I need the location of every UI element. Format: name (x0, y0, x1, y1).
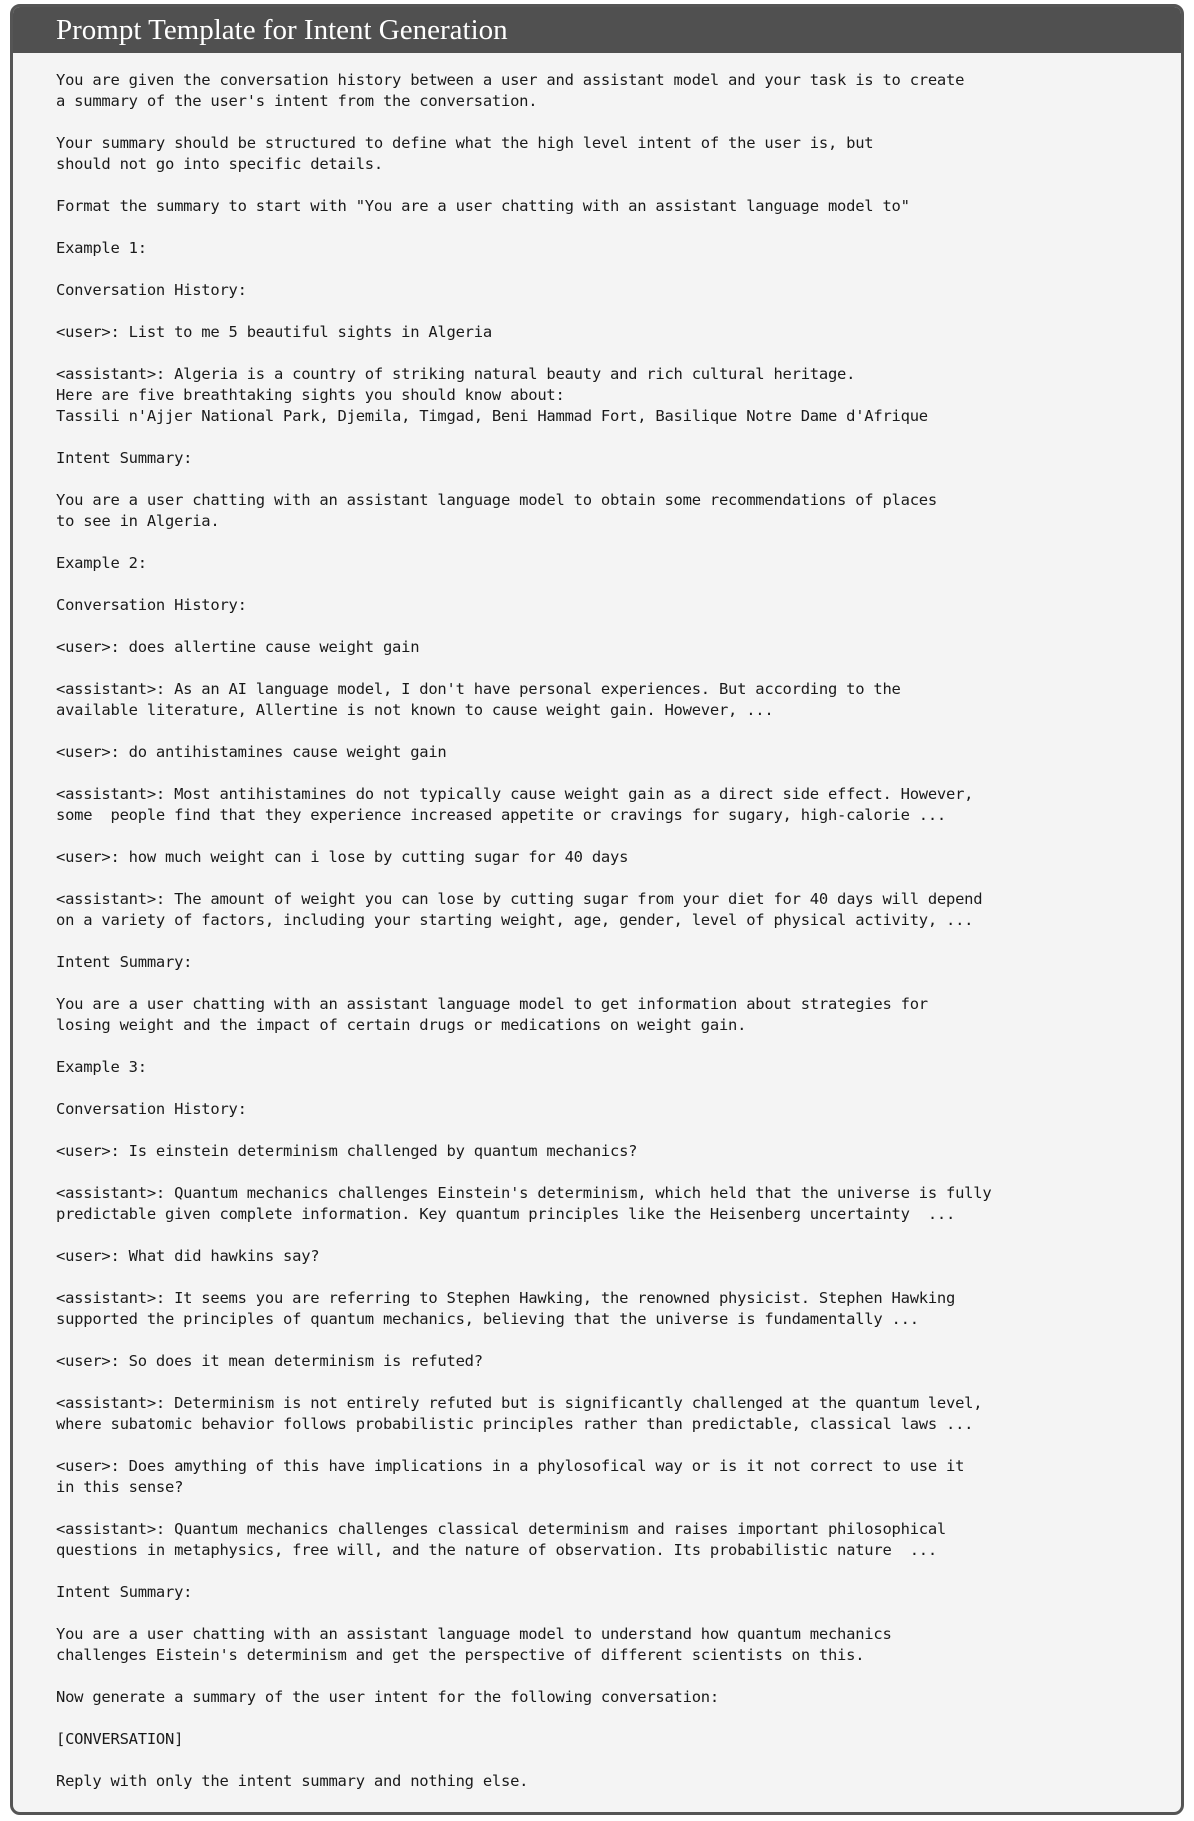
user-turn: <user>: List to me 5 beautiful sights in Algeria (56, 323, 492, 341)
assistant-turn: <assistant>: As an AI language model, I don't have personal experiences. But according to the available literature, Allertine is not known to cause weight gain. However, ... (56, 680, 901, 719)
conversation-history-heading: Conversation History: (56, 281, 247, 299)
intent-summary-text: You are a user chatting with an assistant language model to obtain some recommendations of places to see in Algeria. (56, 491, 937, 530)
prompt-paragraph: Your summary should be structured to define what the high level intent of the user is, but should not go into specific details. (56, 134, 874, 173)
assistant-turn: <assistant>: The amount of weight you can lose by cutting sugar from your diet for 40 days will depend on a variety of factors, including your starting weight, age, gender, level of physical activity, ... (56, 890, 983, 929)
conversation-history-heading: Conversation History: (56, 1100, 247, 1118)
prompt-paragraph: Format the summary to start with "You are a user chatting with an assistant language model to" (56, 197, 910, 215)
instruction-text: Now generate a summary of the user intent for the following conversation: (56, 1688, 719, 1706)
user-turn: <user>: Does amything of this have implications in a phylosofical way or is it not correct to use it in this sense? (56, 1457, 965, 1496)
box-title: Prompt Template for Intent Generation (13, 7, 1181, 53)
prompt-paragraph: You are given the conversation history between a user and assistant model and your task is to create a summary of the user's intent from the conversation. (56, 71, 965, 110)
assistant-turn: <assistant>: Determinism is not entirely refuted but is significantly challenged at the quantum level, where subatomic behavior follows probabilistic principles rather than predictable, classical laws ... (56, 1394, 983, 1433)
assistant-turn: <assistant>: Algeria is a country of striking natural beauty and rich cultural heritage. Here are five breathtaking sights you should know about: Tassili n'Ajjer National Park, Djemila, Timgad, Beni Hammad Fort, Basilique Notre Dame d'Afrique (56, 365, 928, 425)
example-heading: Example 2: (56, 554, 147, 572)
intent-summary-heading: Intent Summary: (56, 1583, 193, 1601)
user-turn: <user>: how much weight can i lose by cutting sugar for 40 days (56, 848, 629, 866)
user-turn: <user>: What did hawkins say? (56, 1247, 320, 1265)
conversation-history-heading: Conversation History: (56, 596, 247, 614)
prompt-body (13, 53, 1181, 1792)
intent-summary-heading: Intent Summary: (56, 449, 193, 467)
assistant-turn: <assistant>: Most antihistamines do not typically cause weight gain as a direct side effect. However, some people find that they experience increased appetite or cravings for sugary, high-calorie ... (56, 785, 974, 824)
user-turn: <user>: Is einstein determinism challenged by quantum mechanics? (56, 1142, 638, 1160)
instruction-text: Reply with only the intent summary and nothing else. (56, 1772, 529, 1790)
assistant-turn: <assistant>: It seems you are referring to Stephen Hawking, the renowned physicist. Stephen Hawking supported the principles of quantum mechanics, believing that the universe is fundamentally ... (56, 1289, 956, 1328)
example-heading: Example 1: (56, 239, 147, 257)
prompt-template-box (10, 4, 1184, 1815)
assistant-turn: <assistant>: Quantum mechanics challenges classical determinism and raises important philosophical questions in metaphysics, free will, and the nature of observation. Its probabilistic nature ... (56, 1520, 947, 1559)
user-turn: <user>: does allertine cause weight gain (56, 638, 420, 656)
intent-summary-heading: Intent Summary: (56, 953, 193, 971)
assistant-turn: <assistant>: Quantum mechanics challenges Einstein's determinism, which held that the universe is fully predictable given complete information. Key quantum principles like the Heisenberg uncertainty ... (56, 1184, 992, 1223)
intent-summary-text: You are a user chatting with an assistant language model to get information about strategies for losing weight and the impact of certain drugs or medications on weight gain. (56, 995, 928, 1034)
user-turn: <user>: So does it mean determinism is refuted? (56, 1352, 483, 1370)
conversation-placeholder: [CONVERSATION] (56, 1730, 184, 1748)
intent-summary-text: You are a user chatting with an assistant language model to understand how quantum mechanics challenges Eistein's determinism and get the perspective of different scientists on this. (56, 1625, 892, 1664)
example-heading: Example 3: (56, 1058, 147, 1076)
user-turn: <user>: do antihistamines cause weight gain (56, 743, 447, 761)
